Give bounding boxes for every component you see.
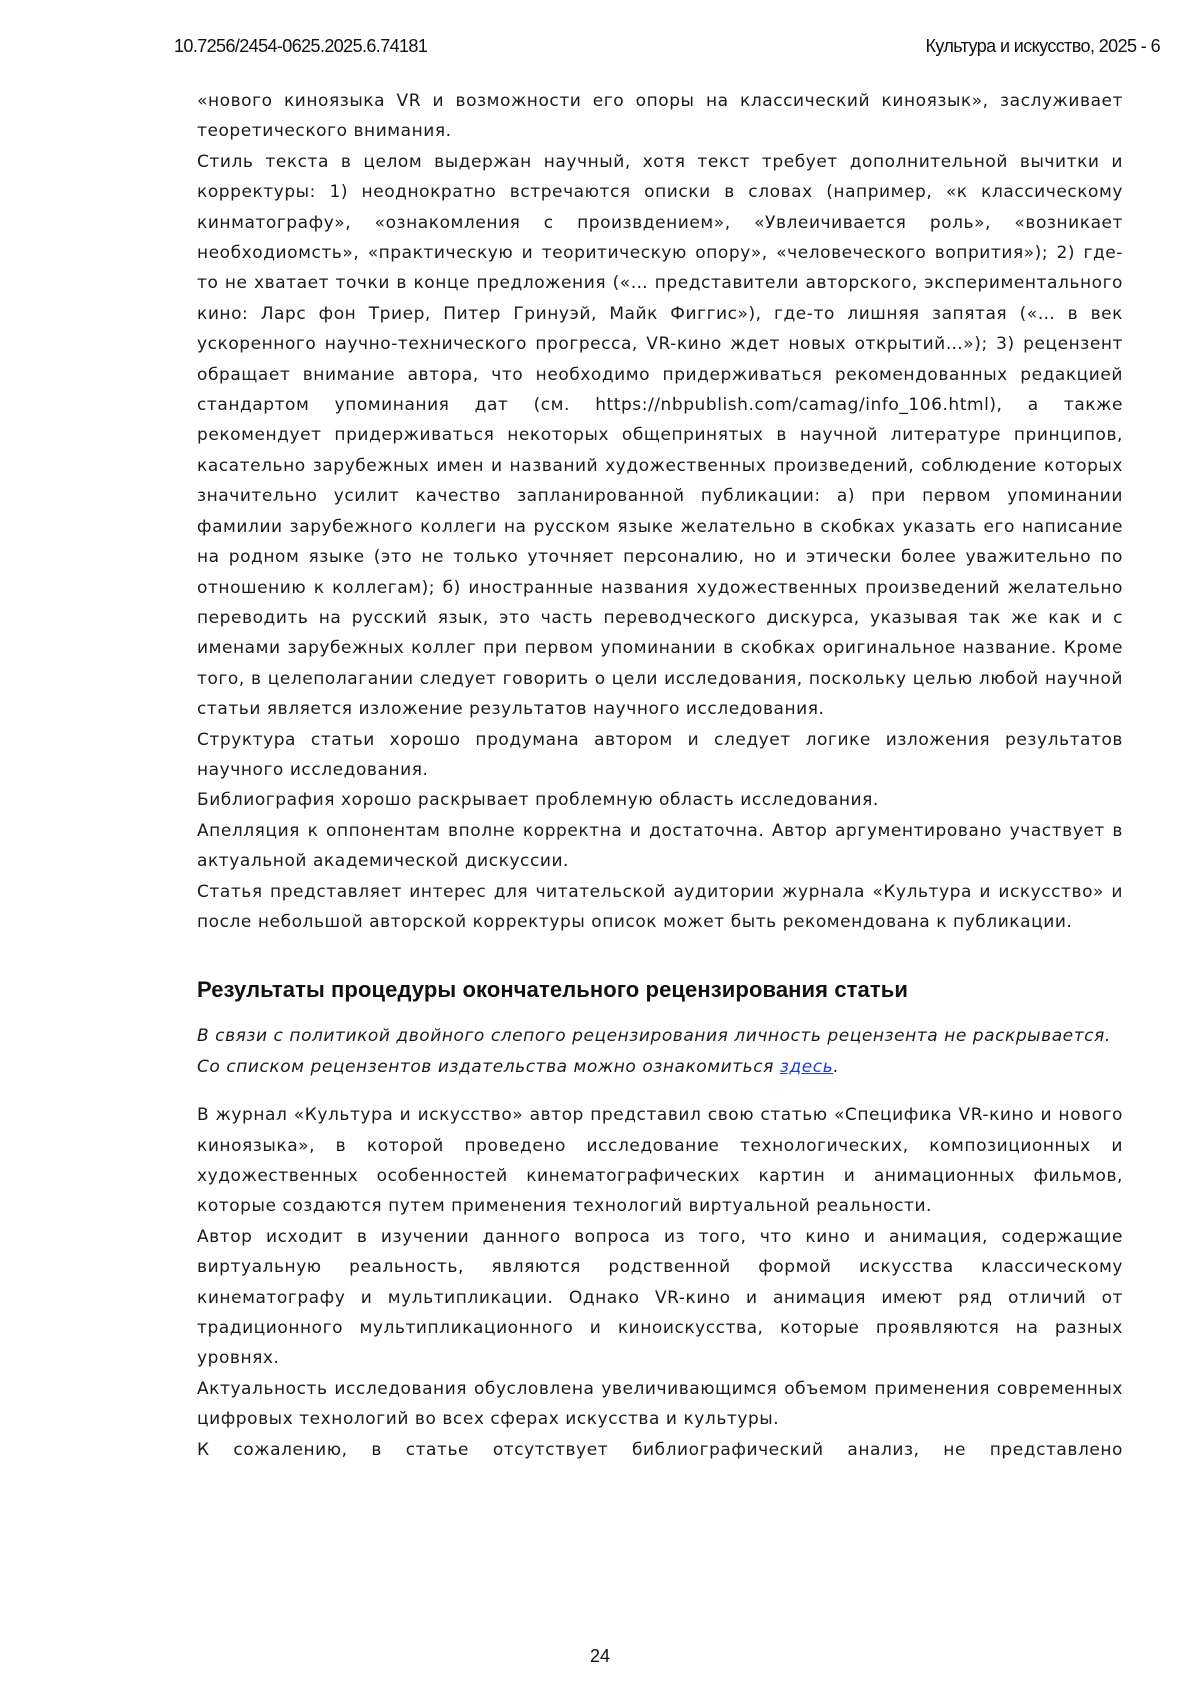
page-number: 24 xyxy=(589,1646,611,1666)
section-title: Результаты процедуры окончательного рецензирования статьи xyxy=(197,977,908,1003)
blind-review-note: В связи с политикой двойного слепого рецензирования личность рецензента не раскрывается. xyxy=(197,1026,1111,1047)
body-paragraph: Библиография хорошо раскрывает проблемную область исследования. xyxy=(197,790,879,811)
body-paragraph: Структура статьи хорошо продумана автором и следует логике изложения результатов научного исследования. xyxy=(197,729,1123,780)
body-paragraph: «нового киноязыка VR и возможности его опоры на классический киноязык», заслуживает теоретического внимания. xyxy=(197,91,1123,142)
reviewers-list-note xyxy=(197,1052,1123,1082)
body-paragraph: Автор исходит в изучении данного вопроса из того, что кино и анимация, содержащие виртуальную реальность, являются родственной формой искусства классическому кинематографу и мультипликации. Однако VR-кино и анимация имеют ряд отличий от традиционного мультипликационного и киноискусства, которые проявляются на разных уровнях. xyxy=(197,1226,1123,1369)
doi-label: 10.7256/2454-0625.2025.6.74181 xyxy=(174,36,428,56)
running-header xyxy=(174,36,1160,60)
body-paragraph: Статья представляет интерес для читательской аудитории журнала «Культура и искусство» и после небольшой авторской корректуры описок может быть рекомендована к публикации. xyxy=(197,881,1123,932)
journal-issue-label: Культура и искусство, 2025 - 6 xyxy=(925,36,1160,56)
body-paragraph: Стиль текста в целом выдержан научный, хотя текст требует дополнительной вычитки и корректуры: 1) неоднократно встречаются описки в словах (например, «к классическому кинматографу», «ознакомления с произвдением», «Увлеичивается роль», «возникает необходиомсть», «практическую и теоритическую опору», «человеческого вопрития»); 2) где-то не хватает точки в конце предложения («… представители авторского, экспериментального кино: Ларс фон Триер, Питер Гринуэй, Майк Фиггис»), где-то лишняя запятая («… в век ускоренного научно-технического прогресса, VR-кино ждет новых открытий…»); 3) рецензент обращает внимание автора, что необходимо придерживаться рекомендованных редакцией стандартом упоминания дат (см. https://nbpublish.com/camag/info_106.html), а также рекомендует придерживаться некоторых общепринятых в научной литературе принципов, касательно зарубежных имен и названий художественных произведений, соблюдение которых значительно усилит качество запланированной публикации: а) при первом упоминании фамилии зарубежного коллеги на русском языке желательно в скобках указать его написание на родном языке (это не только уточняет персоналию, но и этически более уважительно по отношению к коллегам); б) иностранные названия художественных произведений желательно переводить на русский язык, это часть переводческого дискурса, указывая так же как и с именами зарубежных коллег при первом упоминании в скобках оригинальное название. Кроме того, в целеполагании следует говорить о цели исследования, поскольку целью любой научной статьи является изложение результатов научного исследования. xyxy=(197,151,1123,720)
reviewers-note-text: Со списком рецензентов издательства можно ознакомиться xyxy=(197,1056,780,1077)
article-body xyxy=(197,86,1123,1465)
body-paragraph: К сожалению, в статье отсутствует библиографический анализ, не представлено xyxy=(197,1439,1123,1460)
body-paragraph: Апелляция к оппонентам вполне корректна и достаточна. Автор аргументировано участвует в актуальной академической дискуссии. xyxy=(197,820,1123,872)
reviewers-list-link[interactable]: здесь xyxy=(779,1056,834,1077)
body-paragraph: В журнал «Культура и искусство» автор представил свою статью «Специфика VR-кино и нового киноязыка», в которой проведено исследование технологических, композиционных и художественных особенностей кинематографических картин и анимационных фильмов, которые создаются путем применения технологий виртуальной реальности. xyxy=(197,1105,1123,1217)
reviewers-note-period: . xyxy=(833,1056,840,1077)
body-paragraph: Актуальность исследования обусловлена увеличивающимся объемом применения современных цифровых технологий во всех сферах искусства и культуры. xyxy=(197,1378,1123,1430)
